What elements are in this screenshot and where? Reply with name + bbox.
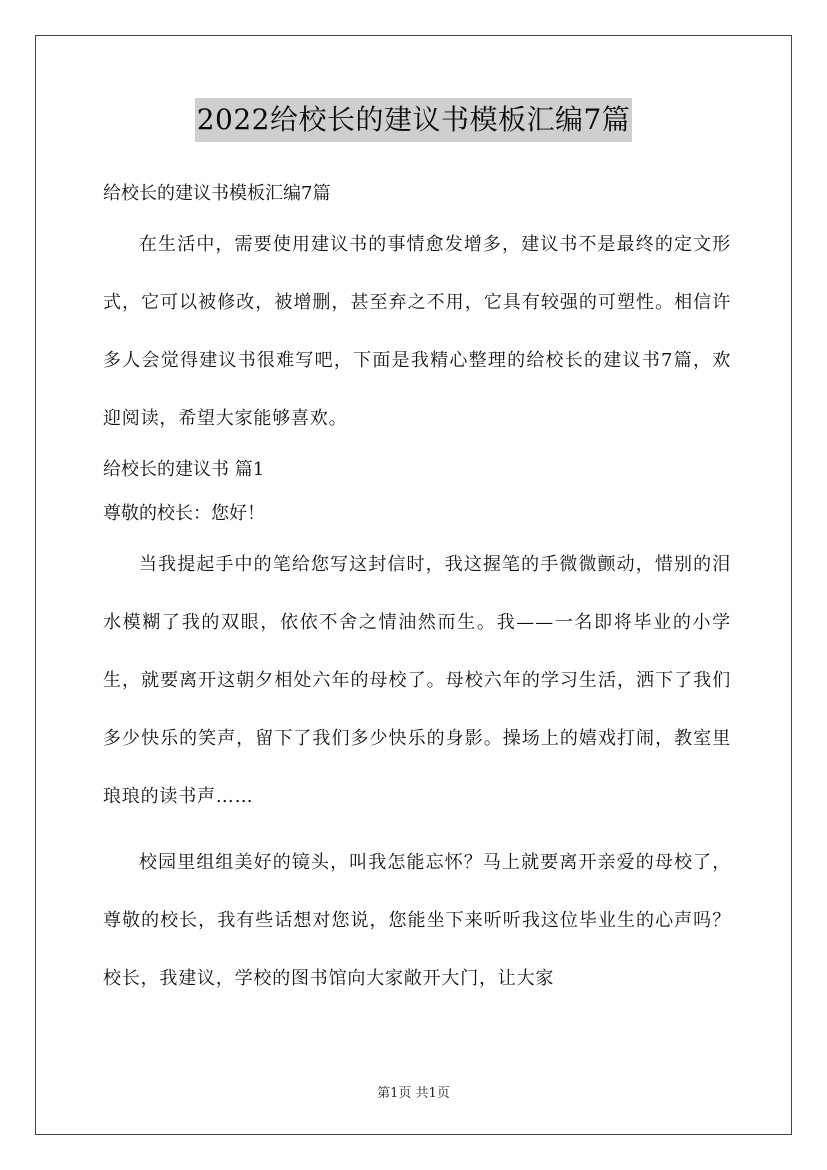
document-title: 2022给校长的建议书模板汇编7篇 (195, 98, 633, 142)
body-paragraph-1: 当我提起手中的笔给您写这封信时，我这握笔的手微微颤动，惜别的泪水模糊了我的双眼，依依不舍之情油然而生。我——一名即将毕业的小学生，就要离开这朝夕相处六年的母校了。母校六年的学习生活，洒下了我们多少快乐的笑声，留下了我们多少快乐的身影。操场上的嬉戏打闹，教室里琅琅的读书声…… (103, 554, 731, 807)
title-container (0, 98, 827, 142)
document-body (103, 172, 731, 1008)
salutation: 尊敬的校长：您好！ (103, 503, 265, 524)
section-heading: 给校长的建议书 篇1 (103, 459, 265, 480)
body-paragraph-2: 校园里组组美好的镜头，叫我怎能忘怀？马上就要离开亲爱的母校了，尊敬的校长，我有些话想对您说，您能坐下来听听我这位毕业生的心声吗？校长，我建议，学校的图书馆向大家敞开大门，让大家 (103, 852, 731, 989)
page-footer: 第1页 共1页 (377, 1086, 450, 1101)
document-subtitle: 给校长的建议书模板汇编7篇 (103, 183, 331, 204)
intro-paragraph: 在生活中，需要使用建议书的事情愈发增多，建议书不是最终的定文形式，它可以被修改，被增删，甚至弃之不用，它具有较强的可塑性。相信许多人会觉得建议书很难写吧，下面是我精心整理的给校长的建议书7篇，欢迎阅读，希望大家能够喜欢。 (103, 234, 731, 429)
